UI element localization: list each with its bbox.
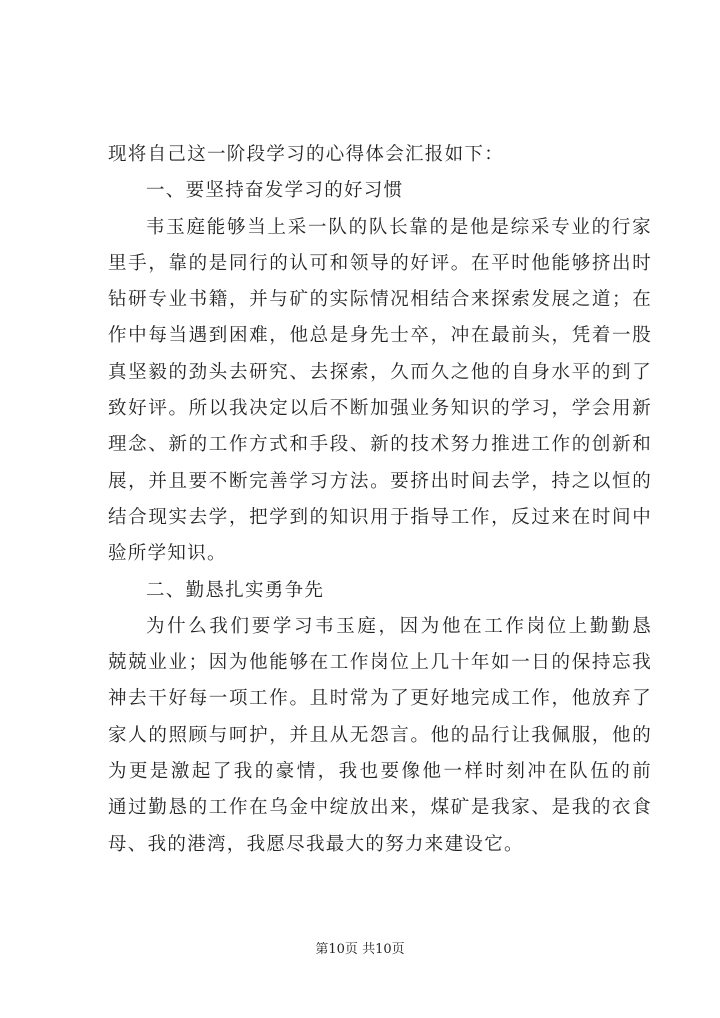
paragraph-line: 通过勤恳的工作在乌金中绽放出来，煤矿是我家、是我的衣食 <box>108 797 652 819</box>
section-heading: 二、勤恳扎实勇争先 <box>146 579 325 601</box>
paragraph-line: 兢兢业业；因为他能够在工作岗位上几十年如一日的保持忘我 <box>108 652 652 674</box>
page-footer: 第10页 共10页 <box>315 942 405 957</box>
paragraph-line: 真坚毅的劲头去研究、去探索，久而久之他的自身水平的到了 <box>108 361 652 383</box>
paragraph-line: 为更是激起了我的豪情，我也要像他一样时刻冲在队伍的前 <box>108 761 652 783</box>
paragraph-line: 韦玉庭能够当上采一队的队长靠的是他是综采专业的行家 <box>146 216 652 238</box>
paragraph-line: 家人的照顾与呵护，并且从无怨言。他的品行让我佩服，他的 <box>108 724 652 746</box>
paragraph-line: 结合现实去学，把学到的知识用于指导工作，反过来在时间中 <box>108 506 652 528</box>
paragraph-line: 为什么我们要学习韦玉庭，因为他在工作岗位上勤勤恳 <box>146 615 652 637</box>
intro-line: 现将自己这一阶段学习的心得体会汇报如下： <box>108 144 505 165</box>
paragraph-line: 理念、新的工作方式和手段、新的技术努力推进工作的创新和 <box>108 434 652 456</box>
section-heading: 一、要坚持奋发学习的好习惯 <box>146 180 404 202</box>
paragraph-line: 母、我的港湾，我愿尽我最大的努力来建设它。 <box>108 833 524 855</box>
paragraph-line: 神去干好每一项工作。且时常为了更好地完成工作，他放弃了 <box>108 688 652 710</box>
paragraph-line: 验所学知识。 <box>108 543 227 565</box>
document-body <box>108 137 652 863</box>
paragraph-line: 作中每当遇到困难，他总是身先士卒，冲在最前头，凭着一股 <box>108 325 652 347</box>
paragraph-line: 展，并且要不断完善学习方法。要挤出时间去学，持之以恒的 <box>108 470 652 492</box>
paragraph-line: 钻研专业书籍，并与矿的实际情况相结合来探索发展之道；在 <box>108 289 652 311</box>
paragraph-line: 里手，靠的是同行的认可和领导的好评。在平时他能够挤出时 <box>108 252 652 274</box>
paragraph-line: 致好评。所以我决定以后不断加强业务知识的学习，学会用新 <box>108 398 652 420</box>
